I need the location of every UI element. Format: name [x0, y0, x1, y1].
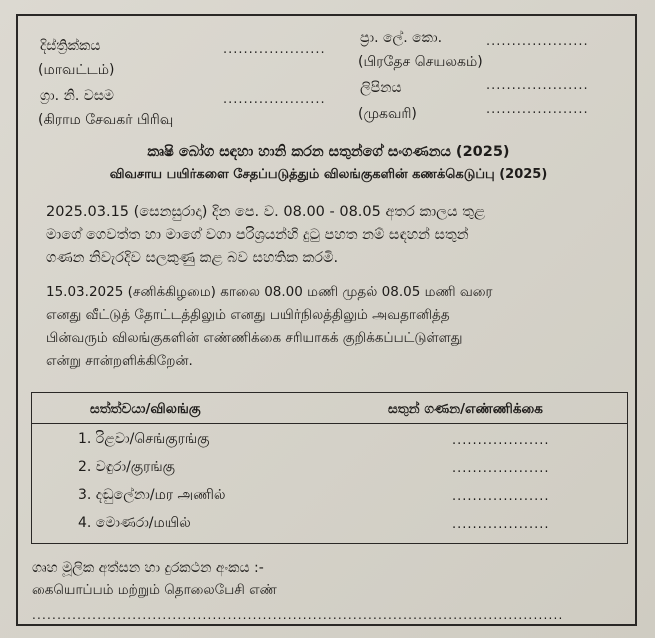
paragraph-si-line-2: මාගේ ගෙවත්ත හා මාගේ වගා පරිශ්‍රයන්හි දුටු පහත නම් සඳහන් සතුන් [46, 227, 469, 243]
signature-phone-field[interactable]: .......................................................................................................... [32, 608, 564, 622]
district-label-si: දිස්ත්‍රික්කය [40, 38, 101, 54]
animal-count-table [31, 392, 628, 544]
address-field-1[interactable]: .................... [486, 78, 589, 93]
paragraph-ta-line-2: எனது வீட்டுத் தோட்டத்திலும் எனது பயிர்நிலத்திலும் அவதானித்த [46, 307, 450, 323]
address-field-2[interactable]: .................... [486, 102, 589, 117]
paragraph-si-line-3: ගණන නිවැරදිව සලකුණු කළ බව සහතික කරමි. [46, 250, 339, 266]
signature-phone-label-ta: கையொப்பம் மற்றும் தொலைபேசி எண் [32, 582, 277, 598]
gn-division-label-ta: (கிராம சேவகர் பிரிவு [38, 112, 174, 128]
paragraph-si-line-1: 2025.03.15 (සෙනසුරාදා) දින පෙ. ව. 08.00 - 08.05 අතර කාලය තුළ [46, 204, 486, 220]
district-field[interactable]: .................... [223, 42, 326, 57]
ds-division-label-si: ප්‍රා. ලේ. කො. [360, 30, 443, 46]
count-field-monkey-red[interactable]: ................... [452, 433, 550, 448]
address-label-si: ලිපිනය [360, 80, 402, 96]
table-row-label: 1. රිළවා/செங்குரங்கு [78, 431, 210, 447]
signature-phone-label-si: ගෘහ මූලික අත්සන හා දුරකථන අංකය :- [32, 560, 264, 576]
table-header-divider [32, 423, 627, 424]
table-row-label: 4. මොණරා/மயில் [78, 515, 191, 531]
title-sinhala: කෘෂි බෝග සඳහා හානි කරන සතුන්ගේ සංගණනය (2025) [147, 144, 510, 160]
table-row-label: 3. දඬුලේනා/மர அணில் [78, 487, 226, 503]
address-label-ta: (முகவரி) [358, 106, 417, 122]
paragraph-ta-line-4: என்று சான்றளிக்கிறேன். [46, 353, 193, 369]
count-field-squirrel[interactable]: ................... [452, 489, 550, 504]
ds-division-field[interactable]: .................... [486, 34, 589, 49]
column-header-count: සතුන් ගණන/எண்ணிக்கை [388, 401, 543, 417]
ds-division-label-ta: (பிரதேச செயலகம்) [358, 54, 483, 70]
count-field-monkey[interactable]: ................... [452, 461, 550, 476]
table-row-label: 2. වඳුරා/குரங்கு [78, 459, 176, 475]
title-tamil: விவசாய பயிர்களை சேதப்படுத்தும் விலங்குகளின் கணக்கெடுப்பு (2025) [109, 167, 548, 182]
count-field-peacock[interactable]: ................... [452, 517, 550, 532]
gn-division-field[interactable]: .................... [223, 92, 326, 107]
paragraph-ta-line-1: 15.03.2025 (சனிக்கிழமை) காலை 08.00 மணி முதல் 08.05 மணி வரை [46, 284, 493, 300]
district-label-ta: (மாவட்டம்) [38, 62, 115, 78]
column-header-animal: සත්ත්වයා/விலங்கு [90, 401, 201, 417]
paragraph-ta-line-3: பின்வரும் விலங்குகளின் எண்ணிக்கை சரியாகக் குறிக்கப்பட்டுள்ளது [46, 330, 463, 346]
gn-division-label-si: ග්‍රා. නි. වසම [40, 88, 114, 104]
